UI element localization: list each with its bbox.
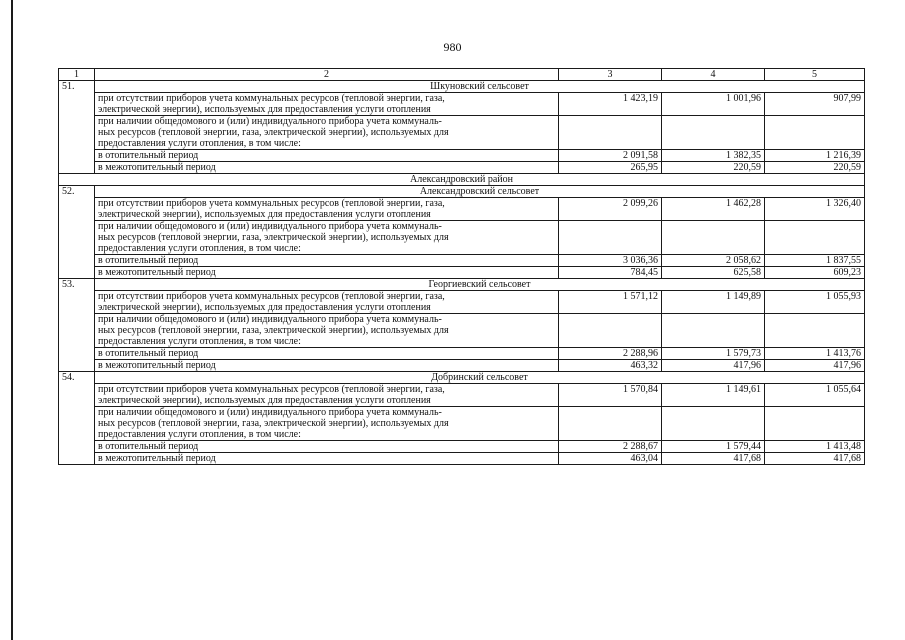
description-line: ных ресурсов (тепловой энергии, газа, электрической энергии), используемых для <box>98 325 449 336</box>
description-line: ных ресурсов (тепловой энергии, газа, электрической энергии), используемых для <box>98 232 449 243</box>
section-title: Александровский сельсовет <box>95 186 865 198</box>
section-number: 54. <box>59 372 95 465</box>
row-description <box>95 384 559 407</box>
value-cell-v5: 417,96 <box>765 360 865 372</box>
table-row <box>59 453 865 465</box>
value-cell-v5: 417,68 <box>765 453 865 465</box>
table-row <box>59 198 865 221</box>
column-header: 3 <box>559 69 662 81</box>
section-row <box>59 186 865 198</box>
value-cell-v5 <box>765 407 865 441</box>
value-cell-v3: 3 036,36 <box>559 255 662 267</box>
table-row <box>59 441 865 453</box>
description-line: в межотопительный период <box>98 267 216 278</box>
description-line: электрической энергии), используемых для предоставления услуги отопления <box>98 104 431 115</box>
value-cell-v3: 1 571,12 <box>559 291 662 314</box>
row-description <box>95 348 559 360</box>
section-title: Шкуновский сельсовет <box>95 81 865 93</box>
row-description <box>95 407 559 441</box>
row-description <box>95 267 559 279</box>
value-cell-v3 <box>559 116 662 150</box>
description-line: в межотопительный период <box>98 360 216 371</box>
description-line: в отопительный период <box>98 255 199 266</box>
table-row <box>59 314 865 348</box>
description-line: предоставления услуги отопления, в том числе: <box>98 243 301 254</box>
value-cell-v5 <box>765 116 865 150</box>
description-line: электрической энергии), используемых для предоставления услуги отопления <box>98 209 431 220</box>
row-description <box>95 314 559 348</box>
value-cell-v3: 463,32 <box>559 360 662 372</box>
value-cell-v4: 1 001,96 <box>662 93 765 116</box>
value-cell-v5: 1 055,93 <box>765 291 865 314</box>
value-cell-v3 <box>559 314 662 348</box>
value-cell-v4 <box>662 116 765 150</box>
value-cell-v5: 220,59 <box>765 162 865 174</box>
row-description <box>95 116 559 150</box>
tariff-table <box>58 68 865 465</box>
value-cell-v5 <box>765 314 865 348</box>
section-row <box>59 372 865 384</box>
description-line: при наличии общедомового и (или) индивидуального прибора учета коммуналь- <box>98 116 442 127</box>
section-number: 52. <box>59 186 95 279</box>
description-line: при наличии общедомового и (или) индивидуального прибора учета коммуналь- <box>98 407 442 418</box>
description-line: при отсутствии приборов учета коммунальных ресурсов (тепловой энергии, газа, <box>98 198 445 209</box>
value-cell-v5: 1 413,76 <box>765 348 865 360</box>
page-edge-rule <box>11 0 13 640</box>
value-cell-v4: 1 462,28 <box>662 198 765 221</box>
column-header: 1 <box>59 69 95 81</box>
column-header: 2 <box>95 69 559 81</box>
row-description <box>95 291 559 314</box>
column-header-row <box>59 69 865 81</box>
value-cell-v5: 1 837,55 <box>765 255 865 267</box>
column-header: 5 <box>765 69 865 81</box>
table-body <box>59 69 865 465</box>
row-description <box>95 441 559 453</box>
description-line: в межотопительный период <box>98 453 216 464</box>
description-line: в отопительный период <box>98 150 199 161</box>
value-cell-v5: 1 216,39 <box>765 150 865 162</box>
description-line: при отсутствии приборов учета коммунальных ресурсов (тепловой энергии, газа, <box>98 291 445 302</box>
value-cell-v5: 1 055,64 <box>765 384 865 407</box>
row-description <box>95 360 559 372</box>
table-row <box>59 255 865 267</box>
value-cell-v3: 265,95 <box>559 162 662 174</box>
row-description <box>95 150 559 162</box>
description-line: в отопительный период <box>98 348 199 359</box>
district-row <box>59 174 865 186</box>
description-line: при наличии общедомового и (или) индивидуального прибора учета коммуналь- <box>98 314 442 325</box>
section-number: 53. <box>59 279 95 372</box>
value-cell-v4 <box>662 221 765 255</box>
value-cell-v5: 1 326,40 <box>765 198 865 221</box>
section-row <box>59 81 865 93</box>
value-cell-v4: 417,68 <box>662 453 765 465</box>
table-row <box>59 150 865 162</box>
value-cell-v4: 417,96 <box>662 360 765 372</box>
value-cell-v4: 1 382,35 <box>662 150 765 162</box>
description-line: электрической энергии), используемых для предоставления услуги отопления <box>98 395 431 406</box>
row-description <box>95 93 559 116</box>
table-row <box>59 348 865 360</box>
table-row <box>59 221 865 255</box>
description-line: ных ресурсов (тепловой энергии, газа, электрической энергии), используемых для <box>98 127 449 138</box>
description-line: предоставления услуги отопления, в том числе: <box>98 429 301 440</box>
value-cell-v4: 2 058,62 <box>662 255 765 267</box>
value-cell-v5: 1 413,48 <box>765 441 865 453</box>
value-cell-v4 <box>662 407 765 441</box>
description-line: предоставления услуги отопления, в том числе: <box>98 336 301 347</box>
description-line: при наличии общедомового и (или) индивидуального прибора учета коммуналь- <box>98 221 442 232</box>
table-row <box>59 93 865 116</box>
value-cell-v4: 1 149,89 <box>662 291 765 314</box>
description-line: предоставления услуги отопления, в том числе: <box>98 138 301 149</box>
description-line: в межотопительный период <box>98 162 216 173</box>
value-cell-v5: 609,23 <box>765 267 865 279</box>
value-cell-v4: 1 579,44 <box>662 441 765 453</box>
value-cell-v5: 907,99 <box>765 93 865 116</box>
row-description <box>95 221 559 255</box>
section-row <box>59 279 865 291</box>
value-cell-v3: 2 099,26 <box>559 198 662 221</box>
value-cell-v3: 2 091,58 <box>559 150 662 162</box>
row-description <box>95 453 559 465</box>
value-cell-v4 <box>662 314 765 348</box>
value-cell-v3 <box>559 221 662 255</box>
value-cell-v3: 463,04 <box>559 453 662 465</box>
value-cell-v3: 2 288,96 <box>559 348 662 360</box>
value-cell-v4: 1 149,61 <box>662 384 765 407</box>
description-line: электрической энергии), используемых для предоставления услуги отопления <box>98 302 431 313</box>
row-description <box>95 162 559 174</box>
table-row <box>59 267 865 279</box>
value-cell-v4: 220,59 <box>662 162 765 174</box>
value-cell-v3: 2 288,67 <box>559 441 662 453</box>
value-cell-v3: 784,45 <box>559 267 662 279</box>
district-title: Александровский район <box>59 174 865 186</box>
table-row <box>59 407 865 441</box>
value-cell-v3 <box>559 407 662 441</box>
table-row <box>59 116 865 150</box>
value-cell-v4: 1 579,73 <box>662 348 765 360</box>
description-line: при отсутствии приборов учета коммунальных ресурсов (тепловой энергии, газа, <box>98 384 445 395</box>
description-line: ных ресурсов (тепловой энергии, газа, электрической энергии), используемых для <box>98 418 449 429</box>
table-row <box>59 291 865 314</box>
description-line: в отопительный период <box>98 441 199 452</box>
page-number: 980 <box>443 40 462 54</box>
section-title: Георгиевский сельсовет <box>95 279 865 291</box>
value-cell-v3: 1 570,84 <box>559 384 662 407</box>
column-header: 4 <box>662 69 765 81</box>
value-cell-v3: 1 423,19 <box>559 93 662 116</box>
value-cell-v4: 625,58 <box>662 267 765 279</box>
value-cell-v5 <box>765 221 865 255</box>
section-title: Добринский сельсовет <box>95 372 865 384</box>
description-line: при отсутствии приборов учета коммунальных ресурсов (тепловой энергии, газа, <box>98 93 445 104</box>
table-row <box>59 360 865 372</box>
table-row <box>59 162 865 174</box>
row-description <box>95 198 559 221</box>
section-number: 51. <box>59 81 95 174</box>
table-row <box>59 384 865 407</box>
row-description <box>95 255 559 267</box>
